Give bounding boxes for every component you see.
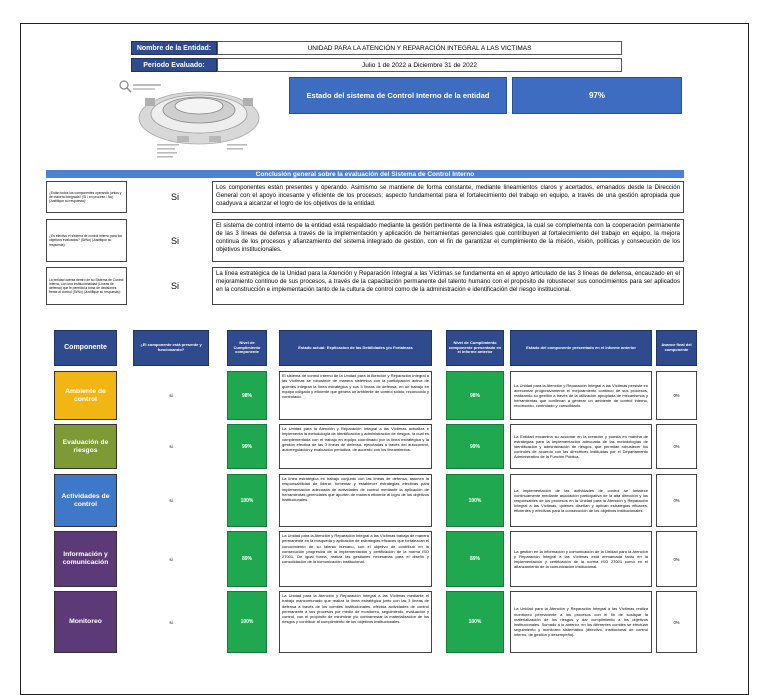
entity-value: UNIDAD PARA LA ATENCIÓN Y REPARACIÓN INTEGRAL A LAS VICTIMAS <box>217 41 622 55</box>
row1-current: El sistema de control interno de la Unidad para la Atención y Reparación Integral a las Víctimas se robustece de manera sistémica con la participación activa de quienes integran la línea estratégica y sus 3 líneas de defensa, en un trabajo en equipo coligado y eficiente que genera un ambiente de control sólido, reconocido y controlado. <box>279 371 432 420</box>
row4-advance: 0% <box>656 531 697 587</box>
row2-present: si <box>169 444 173 449</box>
period-label: Periodo Evaluado: <box>131 58 217 72</box>
row5-prev-level: 100% <box>446 591 504 653</box>
col-header-present: ¿El componente está presente y funcionando? <box>133 330 209 366</box>
row3-current: La línea estratégica en trabajo conjunto con las líneas de defensa, asumen la responsabilidad de liderar, fomentar y establecer estrategias efectivas para implementación adecuada de actividades de control mediante la aplicación de herramientas gerenciales que aporten de manera eficiente al logro de los objetivos institucionales. <box>279 474 432 527</box>
col-header-current: Estado actual: Explicacion de las Debilidades y/o Fortalezas <box>279 330 432 366</box>
row3-prev-state: La implementación de las actividades de control se fortalece continuamente mediante asociación participativa de la alta dirección y los responsables de los procesos en la Unidad para la Atención y Reparación Integral a las Víctimas, quienes diseñan y aplican estrategias eficaces, eficientes y efectivas para la consecución de los objetivos institucionales. <box>510 474 652 527</box>
row2-prev-state: La Entidad encamina su accionar en la creación y puesta en marcha de estrategias para la implementación adecuada de las metodologías de identificación y administración de riesgos, que permitan robustecer los controles de acuerdo con las directrices instituidas por el Departamento Administrativo de la Función Pública. <box>510 424 652 469</box>
period-value: Julio 1 de 2022 a Diciembre 31 de 2022 <box>217 58 622 72</box>
conclusion-question-2: ¿Es efectivo el sistema de control interno para los objetivos evaluados? (Si/No) (Justifique su respuesta): <box>46 219 127 262</box>
row1-prev-state: La Unidad para la Atención y Reparación Integral a las Víctimas persiste en acrecentar progresivamente el mejoramiento continuo de sus procesos, realizando su gestión a través de la utilización apropiada de mecanismos y herramientas que conllevan a generar un ambiente de control interno, reconocido, controlado y consolidado. <box>510 371 652 420</box>
conclusion-text-2: El sistema de control interno de la entidad está respaldado mediante la gestión pertinente de la línea estratégica, la cual se complementa con la cooperación permanente de las 3 líneas de defensa a través de la implementación y aplicación de herramientas gerenciales que contribuyen al fortalecimiento del trabajo en equipo, la mejora continua de los procesos y afianzamiento del sistema integrado de gestión, con el fin de garantizar el cumplimiento de la misión, visión, políticas y consecución de los objetivos institucionales. <box>212 219 684 262</box>
row4-present: si <box>169 556 173 562</box>
component-evaluacion-riesgos: Evaluación de riesgos <box>54 424 117 469</box>
row1-present: si <box>169 393 173 398</box>
component-monitoreo: Monitoreo <box>54 591 117 653</box>
col-header-prev-state: Estado del componente presentado en el informe anterior <box>510 330 652 366</box>
row5-present: si <box>169 619 173 625</box>
col-header-prev-level: Nivel de Cumplimiento componente presentado en el informe anterior <box>446 330 504 366</box>
row3-advance: 0% <box>656 474 697 527</box>
row5-level: 100% <box>227 591 267 653</box>
magnifier-icon <box>120 81 131 92</box>
row1-advance: 0% <box>656 371 697 420</box>
conclusion-title: Conclusión general sobre la evaluación del Sistema de Control Interno <box>46 170 684 178</box>
conclusion-question-3: La entidad cuenta dentro de su Sistema de Control Interno, con una institucionalidad (Líneas de defensa) que le permita la toma de decisiones frente al control (Si/No) (Justifique su respuesta): <box>46 267 127 305</box>
row3-present: si <box>169 498 173 503</box>
col-header-advance: Avance final del componente <box>656 330 697 366</box>
component-actividades-control: Actividades de control <box>54 474 117 527</box>
row4-current: La Unidad para la Atención y Reparación Integral a las Víctimas trabaja de manera permanente en la búsqueda y aplicación de estrategias eficaces que fortalezcan el conocimiento de su talento humano, con el objetivo de contribuir en la consecución progresiva de la implementación y certificación de la norma ISO 27001. De igual forma, realiza las gestiones necesarias para el diseño y consolidación de la comunicación institucional. <box>279 531 432 587</box>
row5-advance: 0% <box>656 591 697 653</box>
meci-diagram <box>117 78 282 163</box>
row3-level: 100% <box>227 474 267 527</box>
component-ambiente-control: Ambiente de control <box>54 371 117 420</box>
conclusion-answer-3: Si <box>170 281 179 291</box>
conclusion-text-1: Los componentes están presentes y operando. Asimismo se mantiene de forma constante, mediante lineamientos claros y acertados, emanados desde la Dirección General con el apoyo incesante y eficiente de los procesos; aspecto fundamental para el fortalecimiento del trabajo en equipo, a través de una gestión apropiada que coadyuva a alcanzar el logro de los objetivos de la entidad. <box>212 181 684 213</box>
row2-advance: 0% <box>656 424 697 469</box>
row1-prev-level: 98% <box>446 371 504 420</box>
row5-prev-state: La Unidad para la Atención y Reparación Integral a las Víctimas realiza monitoreo permanente a los procesos con el fin de soslayar la materialización de los riesgos y dar cumplimiento a los objetivos institucionales. Sumado a lo anterior, en los diferentes comités se efectúan seguimiento y monitoreo sistemático (directivo, institucional de control interno, de gestión y desempeño). <box>510 591 652 653</box>
row2-prev-level: 99% <box>446 424 504 469</box>
col-header-component: Componente <box>54 330 117 366</box>
status-label: Estado del sistema de Control Interno de la entidad <box>289 77 507 114</box>
status-value: 97% <box>512 77 682 114</box>
conclusion-answer-2: Si <box>170 235 179 246</box>
component-informacion-comunicacion: Información y comunicación <box>54 531 117 587</box>
row4-level: 89% <box>227 531 267 587</box>
row1-level: 98% <box>227 371 267 420</box>
row4-prev-state: La gestión en la información y comunicación de la Unidad para la Atención y Reparación Integral a las Víctimas está enmarcada tanto en la implementación y certificación de la norma ISO 27001 como en el afianzamiento de la comunicación institucional. <box>510 531 652 587</box>
entity-label: Nombre de la Entidad: <box>131 41 217 55</box>
row5-current: La Unidad para la Atención y Reparación Integral a las Víctimas mediante el trabajo mancomunado que realiza la línea estratégica junto con las 3 líneas de defensa a través de los comités institucionales, efectúa actividades de control permanente a sus procesos por medio de monitoreo, seguimiento, evaluación y control, con el propósito de minimizar y/o contrarrestar la materialización de los riesgos y contribuir al cumplimiento de los objetivos institucionales. <box>279 591 432 653</box>
row2-level: 99% <box>227 424 267 469</box>
col-header-level: Nivel de Cumplimiento componente <box>227 330 267 366</box>
row2-current: La Unidad para la Atención y Reparación Integral a las Víctimas actualiza e implementa la metodología de identificación y administración de riesgos, la cual es complementada con el trabajo en equipo coordinado por la línea estratégica y la gestión efectiva de las 3 líneas de defensa, ejecutadas a través del autocontrol, autorregulación y evaluación periódica, de acuerdo con los lineamientos. <box>279 424 432 469</box>
conclusion-text-3: La línea estratégica de la Unidad para la Atención y Reparación Integral a las Víctimas se fundamenta en el apoyo articulado de las 3 líneas de defensa, encauzado en el mejoramiento continuo de sus procesos, a través de la capacitación permanente del talento humano con el propósito de robustecer sus conocimientos para ser aplicados en la construcción e implementación tanto de la cultura de control como de la administración e identificación del riesgo institucional. <box>212 267 684 305</box>
row3-prev-level: 100% <box>446 474 504 527</box>
row4-prev-level: 89% <box>446 531 504 587</box>
conclusion-answer-1: Si <box>170 192 179 202</box>
conclusion-question-1: ¿Están todos los componentes operando juntos y de manera integrada? (Si / en proceso / No) (Justifique su respuesta): <box>46 181 127 213</box>
